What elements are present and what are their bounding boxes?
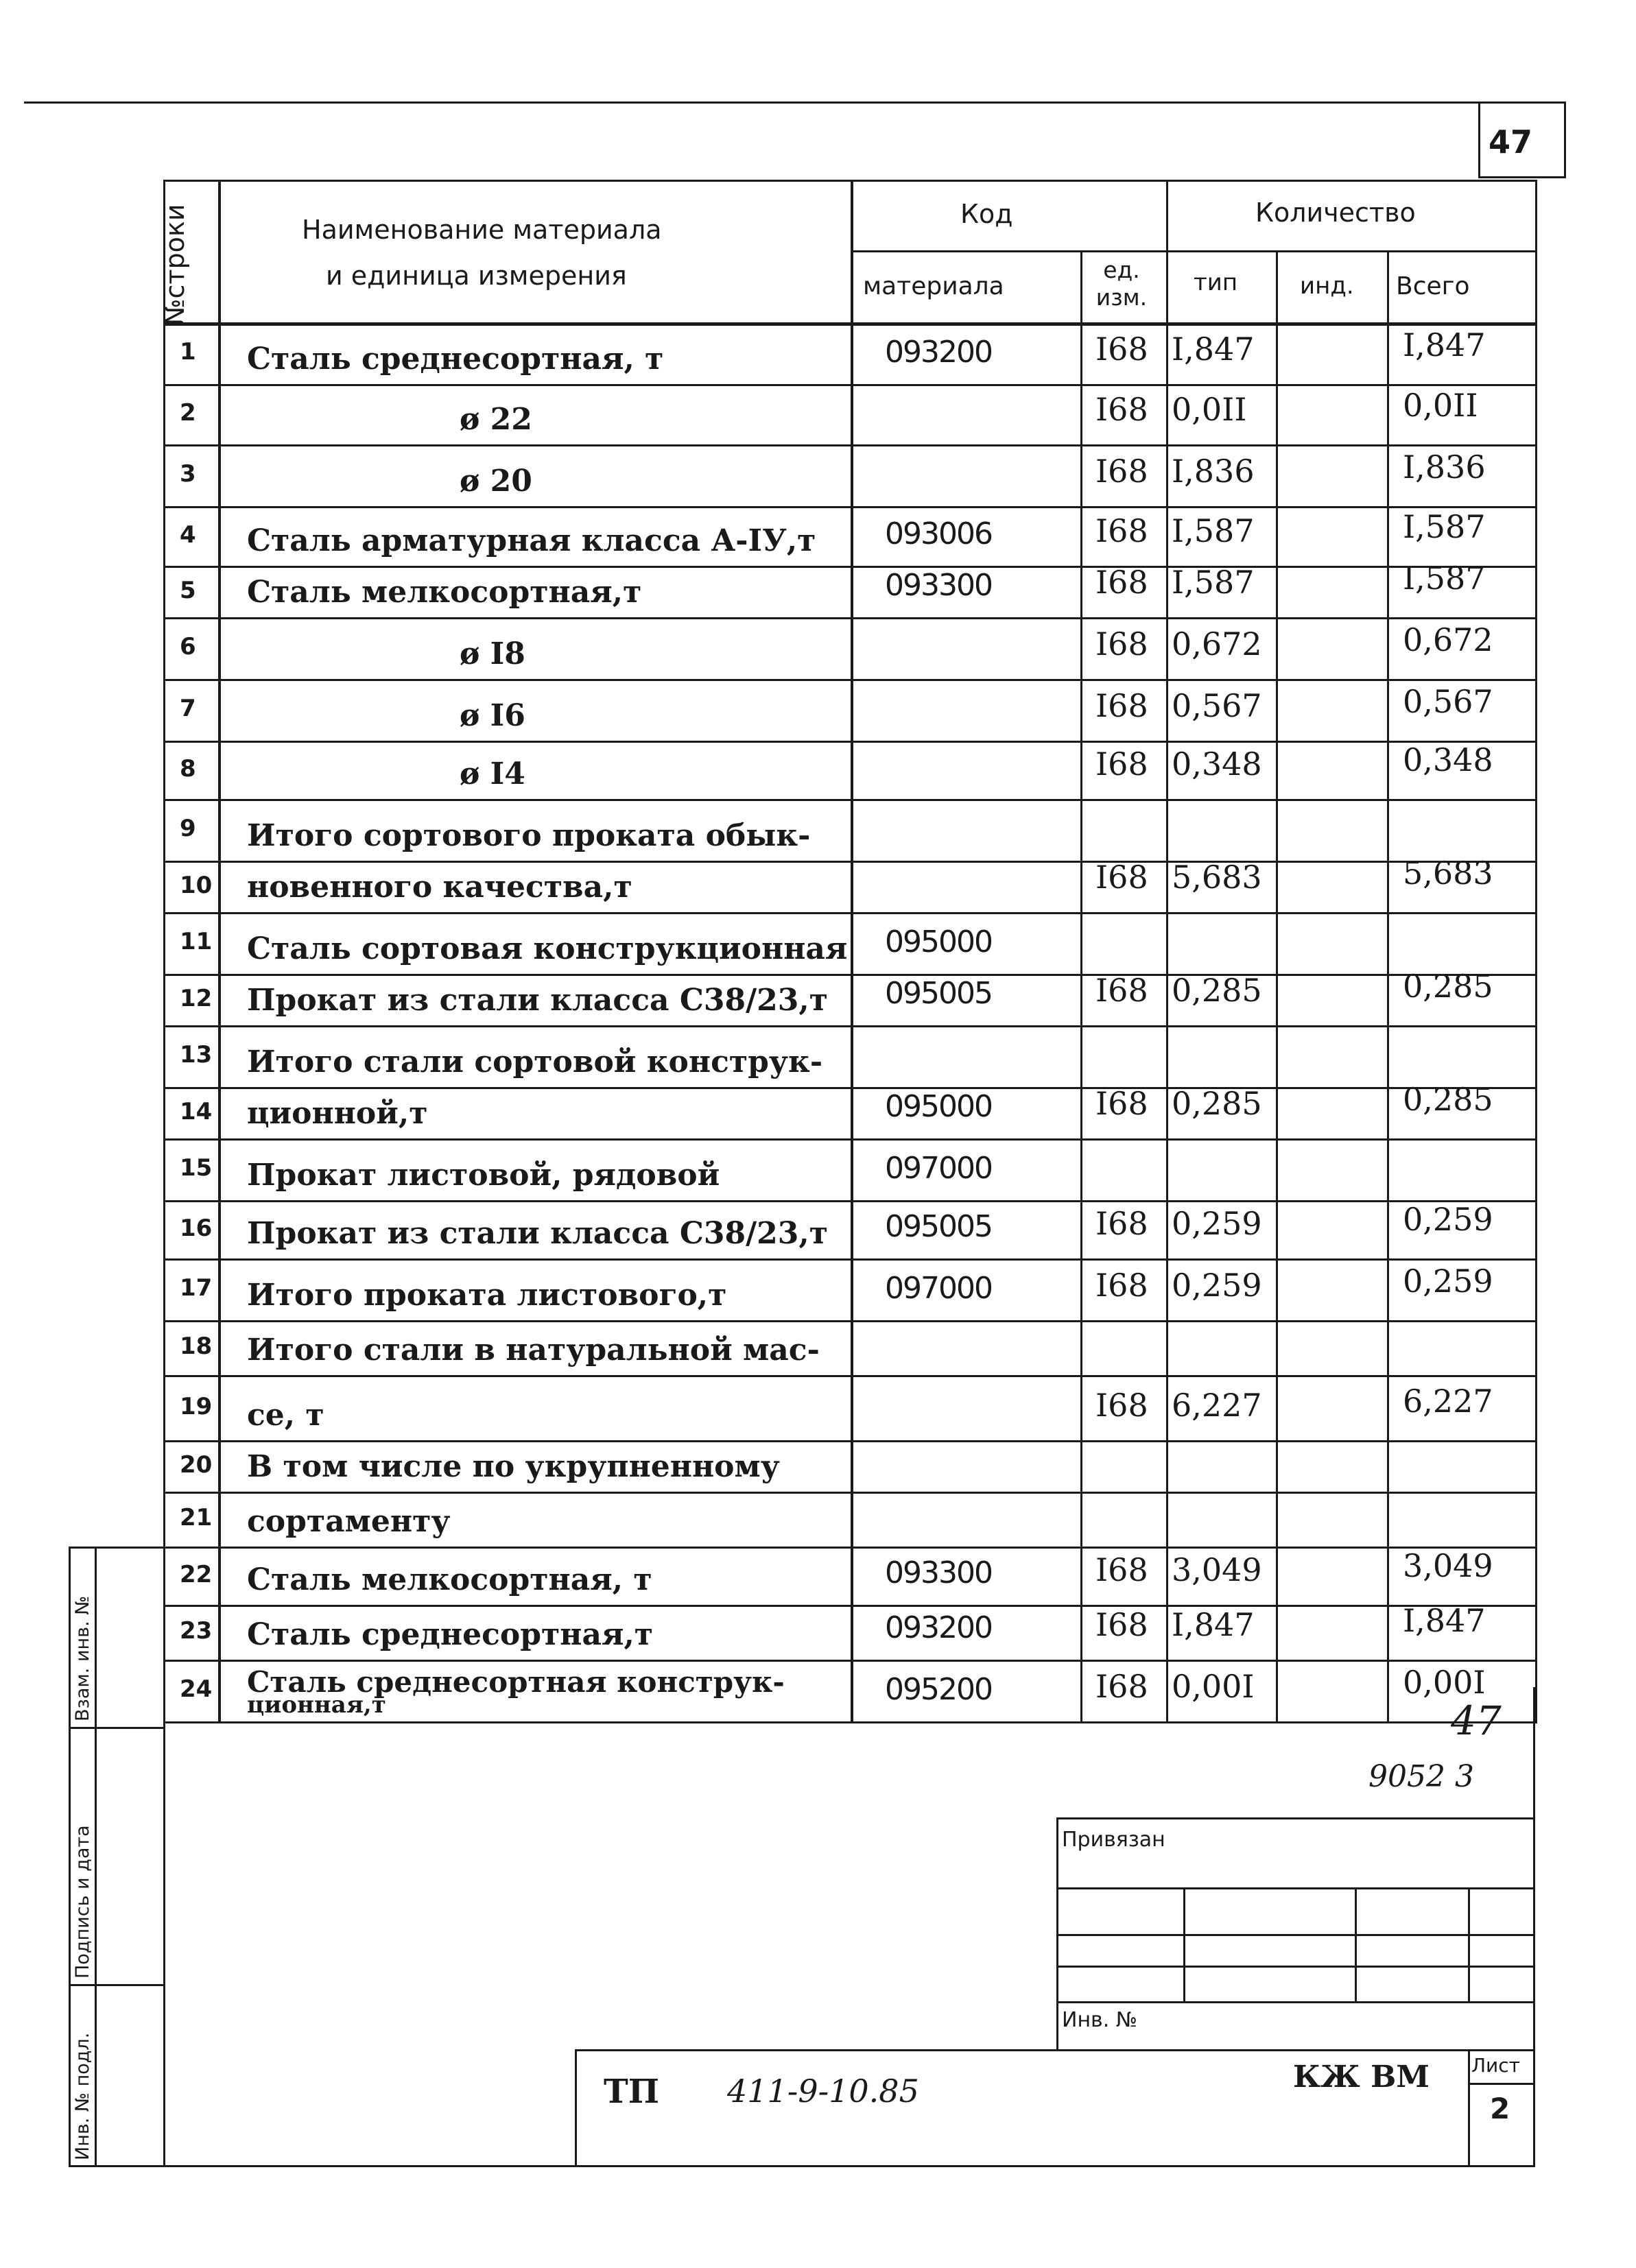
- stamp-inv-no: Инв. №: [1062, 2008, 1138, 2032]
- row-number: 2: [180, 399, 196, 427]
- sidebar-vzam-inv: Взам. инв. №: [72, 1595, 93, 1721]
- table-rule: [1276, 250, 1278, 1721]
- row-qty-total: I,836: [1403, 449, 1486, 486]
- row-number: 13: [180, 1041, 213, 1069]
- row-material-code: 093200: [885, 335, 992, 370]
- row-qty-type: 0,285: [1172, 972, 1262, 1009]
- row-number: 7: [180, 695, 196, 722]
- row-qty-total: 0,259: [1403, 1201, 1493, 1238]
- header-type: тип: [1194, 269, 1238, 296]
- row-number: 24: [180, 1675, 213, 1703]
- table-rule: [163, 1025, 1535, 1027]
- row-qty-total: I,847: [1403, 326, 1486, 363]
- header-name-line1: Наименование материала: [302, 215, 662, 245]
- header-total: Всего: [1396, 272, 1470, 300]
- row-material-name-cont: ционная,т: [247, 1691, 386, 1719]
- sidebar-inv-podl: Инв. № подл.: [72, 2032, 93, 2160]
- sidebar-sign-date: Подпись и дата: [72, 1825, 93, 1979]
- table-rule: [163, 974, 1535, 976]
- row-number: 15: [180, 1154, 213, 1182]
- table-rule: [163, 180, 165, 1721]
- row-material-name: Прокат из стали класса С38/23,т: [247, 983, 828, 1018]
- page-number: 47: [1489, 123, 1533, 160]
- row-material-name: Прокат из стали класса С38/23,т: [247, 1216, 828, 1251]
- table-rule: [163, 506, 1535, 508]
- row-qty-total: I,847: [1403, 1602, 1486, 1639]
- row-material-name: Сталь мелкосортная, т: [247, 1562, 652, 1597]
- stamp-doc-code: ТП: [604, 2073, 660, 2111]
- row-qty-type: 0,285: [1172, 1085, 1262, 1122]
- row-qty-type: 0,567: [1172, 687, 1262, 724]
- row-unit-code: I68: [1095, 1267, 1148, 1304]
- row-material-name: сортаменту: [247, 1504, 451, 1539]
- row-unit-code: I68: [1095, 625, 1148, 663]
- table-rule: [163, 617, 1535, 619]
- row-number: 22: [180, 1560, 213, 1588]
- table-rule: [163, 1721, 1537, 1723]
- row-qty-type: 0,00I: [1172, 1668, 1255, 1705]
- row-material-name: В том числе по укрупненному: [247, 1449, 780, 1484]
- table-rule: [851, 250, 1535, 252]
- header-unit-line2: изм.: [1095, 284, 1148, 311]
- row-material-name: ø I6: [460, 698, 525, 733]
- row-qty-total: I,587: [1403, 560, 1486, 597]
- row-unit-code: I68: [1095, 972, 1148, 1009]
- row-unit-code: I68: [1095, 745, 1148, 783]
- row-material-name: Сталь среднесортная,т: [247, 1617, 654, 1652]
- row-material-code: 093300: [885, 568, 992, 603]
- row-number: 12: [180, 984, 213, 1012]
- row-number: 14: [180, 1097, 213, 1125]
- row-number: 3: [180, 460, 196, 488]
- row-qty-total: 0,567: [1403, 683, 1493, 720]
- row-number: 18: [180, 1333, 213, 1360]
- row-material-code: 093006: [885, 516, 992, 551]
- row-material-name: Прокат листовой, рядовой: [247, 1158, 720, 1193]
- row-qty-total: 0,0II: [1403, 387, 1478, 424]
- header-unit-line1: ед.: [1103, 256, 1140, 283]
- table-rule: [163, 180, 1535, 182]
- row-qty-total: 0,672: [1403, 621, 1493, 658]
- row-qty-type: 0,0II: [1172, 391, 1247, 428]
- table-rule: [163, 1087, 1535, 1089]
- row-qty-type: I,587: [1172, 564, 1255, 601]
- handwritten-page-mark: 47: [1451, 1697, 1502, 1744]
- row-material-name: новенного качества,т: [247, 870, 632, 905]
- row-unit-code: I68: [1095, 391, 1148, 428]
- row-material-code: 095005: [885, 976, 992, 1011]
- row-qty-total: 5,683: [1403, 855, 1493, 892]
- header-row-no: №строки: [160, 204, 190, 326]
- row-material-name: ø 22: [460, 402, 532, 437]
- row-qty-type: I,847: [1172, 1606, 1255, 1643]
- row-qty-total: 0,00I: [1403, 1664, 1486, 1701]
- row-qty-type: I,587: [1172, 512, 1255, 549]
- row-qty-type: 3,049: [1172, 1551, 1262, 1588]
- table-rule: [163, 679, 1535, 681]
- row-qty-type: 5,683: [1172, 859, 1262, 896]
- table-rule: [1535, 180, 1537, 1723]
- stamp-mark: КЖ ВМ: [1293, 2060, 1430, 2094]
- row-material-name: Итого проката листового,т: [247, 1278, 727, 1313]
- table-rule: [1166, 180, 1168, 1721]
- row-material-name: Сталь арматурная класса А-IУ,т: [247, 523, 816, 558]
- row-material-code: 093300: [885, 1555, 992, 1590]
- row-material-name: се, т: [247, 1398, 324, 1433]
- row-material-code: 095200: [885, 1672, 992, 1707]
- handwritten-code-mark: 9052 3: [1368, 1759, 1474, 1794]
- row-qty-total: 0,285: [1403, 968, 1493, 1005]
- row-material-name: ø 20: [460, 464, 532, 499]
- row-unit-code: I68: [1095, 687, 1148, 724]
- table-rule: [163, 444, 1535, 446]
- row-material-code: 095005: [885, 1209, 992, 1244]
- row-material-name: Итого стали в натуральной мас-: [247, 1333, 820, 1368]
- row-qty-total: 0,348: [1403, 741, 1493, 778]
- row-qty-type: 0,672: [1172, 625, 1262, 663]
- table-rule: [163, 1320, 1535, 1322]
- row-number: 9: [180, 815, 196, 842]
- row-number: 17: [180, 1274, 213, 1302]
- row-qty-type: 0,259: [1172, 1205, 1262, 1242]
- stamp-doc-number: 411-9-10.85: [727, 2073, 919, 2110]
- header-ind: инд.: [1300, 272, 1354, 300]
- table-rule: [163, 1440, 1535, 1442]
- row-qty-type: 0,259: [1172, 1267, 1262, 1304]
- row-material-code: 097000: [885, 1271, 992, 1306]
- row-unit-code: I68: [1095, 1606, 1148, 1643]
- header-quantity: Количество: [1255, 198, 1416, 228]
- row-number: 10: [180, 871, 213, 899]
- row-material-code: 097000: [885, 1151, 992, 1186]
- header-name-line2: и единица измерения: [326, 261, 627, 291]
- table-rule: [163, 799, 1535, 801]
- stamp-sheet-no: 2: [1490, 2092, 1510, 2125]
- row-qty-total: 0,259: [1403, 1263, 1493, 1300]
- row-material-name: ционной,т: [247, 1096, 428, 1131]
- row-material-code: 093200: [885, 1610, 992, 1645]
- table-rule: [218, 180, 221, 1721]
- row-material-name: ø I8: [460, 636, 525, 671]
- table-rule: [163, 1375, 1535, 1377]
- header-unit: [1080, 256, 1163, 311]
- stamp-sheet-label: Лист: [1471, 2054, 1520, 2077]
- table-rule: [1387, 250, 1389, 1721]
- row-qty-total: 3,049: [1403, 1547, 1493, 1584]
- row-unit-code: I68: [1095, 512, 1148, 549]
- row-qty-type: 0,348: [1172, 745, 1262, 783]
- row-number: 6: [180, 633, 196, 660]
- row-unit-code: I68: [1095, 1085, 1148, 1122]
- table-rule: [163, 1605, 1535, 1607]
- row-number: 4: [180, 521, 196, 549]
- row-unit-code: I68: [1095, 1551, 1148, 1588]
- header-code: Код: [960, 199, 1013, 229]
- table-rule: [163, 1138, 1535, 1141]
- table-rule: [163, 1258, 1535, 1261]
- table-rule: [163, 912, 1535, 914]
- row-unit-code: I68: [1095, 564, 1148, 601]
- table-rule: [163, 1547, 1535, 1549]
- row-number: 21: [180, 1504, 213, 1531]
- row-material-code: 095000: [885, 1089, 992, 1124]
- row-unit-code: I68: [1095, 1668, 1148, 1705]
- row-number: 20: [180, 1451, 213, 1479]
- row-material-name: Итого стали сортовой конструк-: [247, 1045, 823, 1079]
- table-rule: [163, 861, 1535, 863]
- row-material-name: Итого сортового проката обык-: [247, 818, 811, 853]
- stamp-privyazan: Привязан: [1062, 1828, 1165, 1852]
- row-material-name: Сталь сортовая конструкционная: [247, 931, 848, 966]
- table-rule: [851, 180, 853, 1721]
- row-material-code: 095000: [885, 924, 992, 959]
- table-rule: [163, 1660, 1535, 1662]
- row-material-name: Сталь среднесортная, т: [247, 342, 664, 377]
- row-qty-total: I,587: [1403, 508, 1486, 545]
- table-rule: [163, 1200, 1535, 1202]
- row-qty-type: 6,227: [1172, 1387, 1262, 1424]
- row-number: 23: [180, 1617, 213, 1645]
- table-rule: [163, 566, 1535, 568]
- row-number: 19: [180, 1392, 213, 1420]
- row-number: 16: [180, 1214, 213, 1242]
- row-material-name: ø I4: [460, 756, 525, 791]
- row-unit-code: I68: [1095, 1387, 1148, 1424]
- row-number: 11: [180, 928, 213, 955]
- row-unit-code: I68: [1095, 331, 1148, 368]
- table-rule: [163, 322, 1535, 326]
- row-qty-type: I,847: [1172, 331, 1255, 368]
- row-number: 1: [180, 338, 196, 366]
- row-unit-code: I68: [1095, 859, 1148, 896]
- header-material: материала: [863, 272, 1004, 300]
- table-rule: [163, 384, 1535, 386]
- row-material-name: Сталь мелкосортная,т: [247, 575, 642, 610]
- row-qty-total: 0,285: [1403, 1081, 1493, 1118]
- row-unit-code: I68: [1095, 453, 1148, 490]
- row-unit-code: I68: [1095, 1205, 1148, 1242]
- row-number: 8: [180, 754, 196, 783]
- row-number: 5: [180, 576, 196, 604]
- row-material-name: Сталь среднесортная конструк-: [247, 1665, 785, 1699]
- table-rule: [1080, 250, 1082, 1721]
- row-qty-type: I,836: [1172, 453, 1255, 490]
- table-rule: [163, 741, 1535, 743]
- table-rule: [163, 1492, 1535, 1494]
- row-qty-total: 6,227: [1403, 1383, 1493, 1420]
